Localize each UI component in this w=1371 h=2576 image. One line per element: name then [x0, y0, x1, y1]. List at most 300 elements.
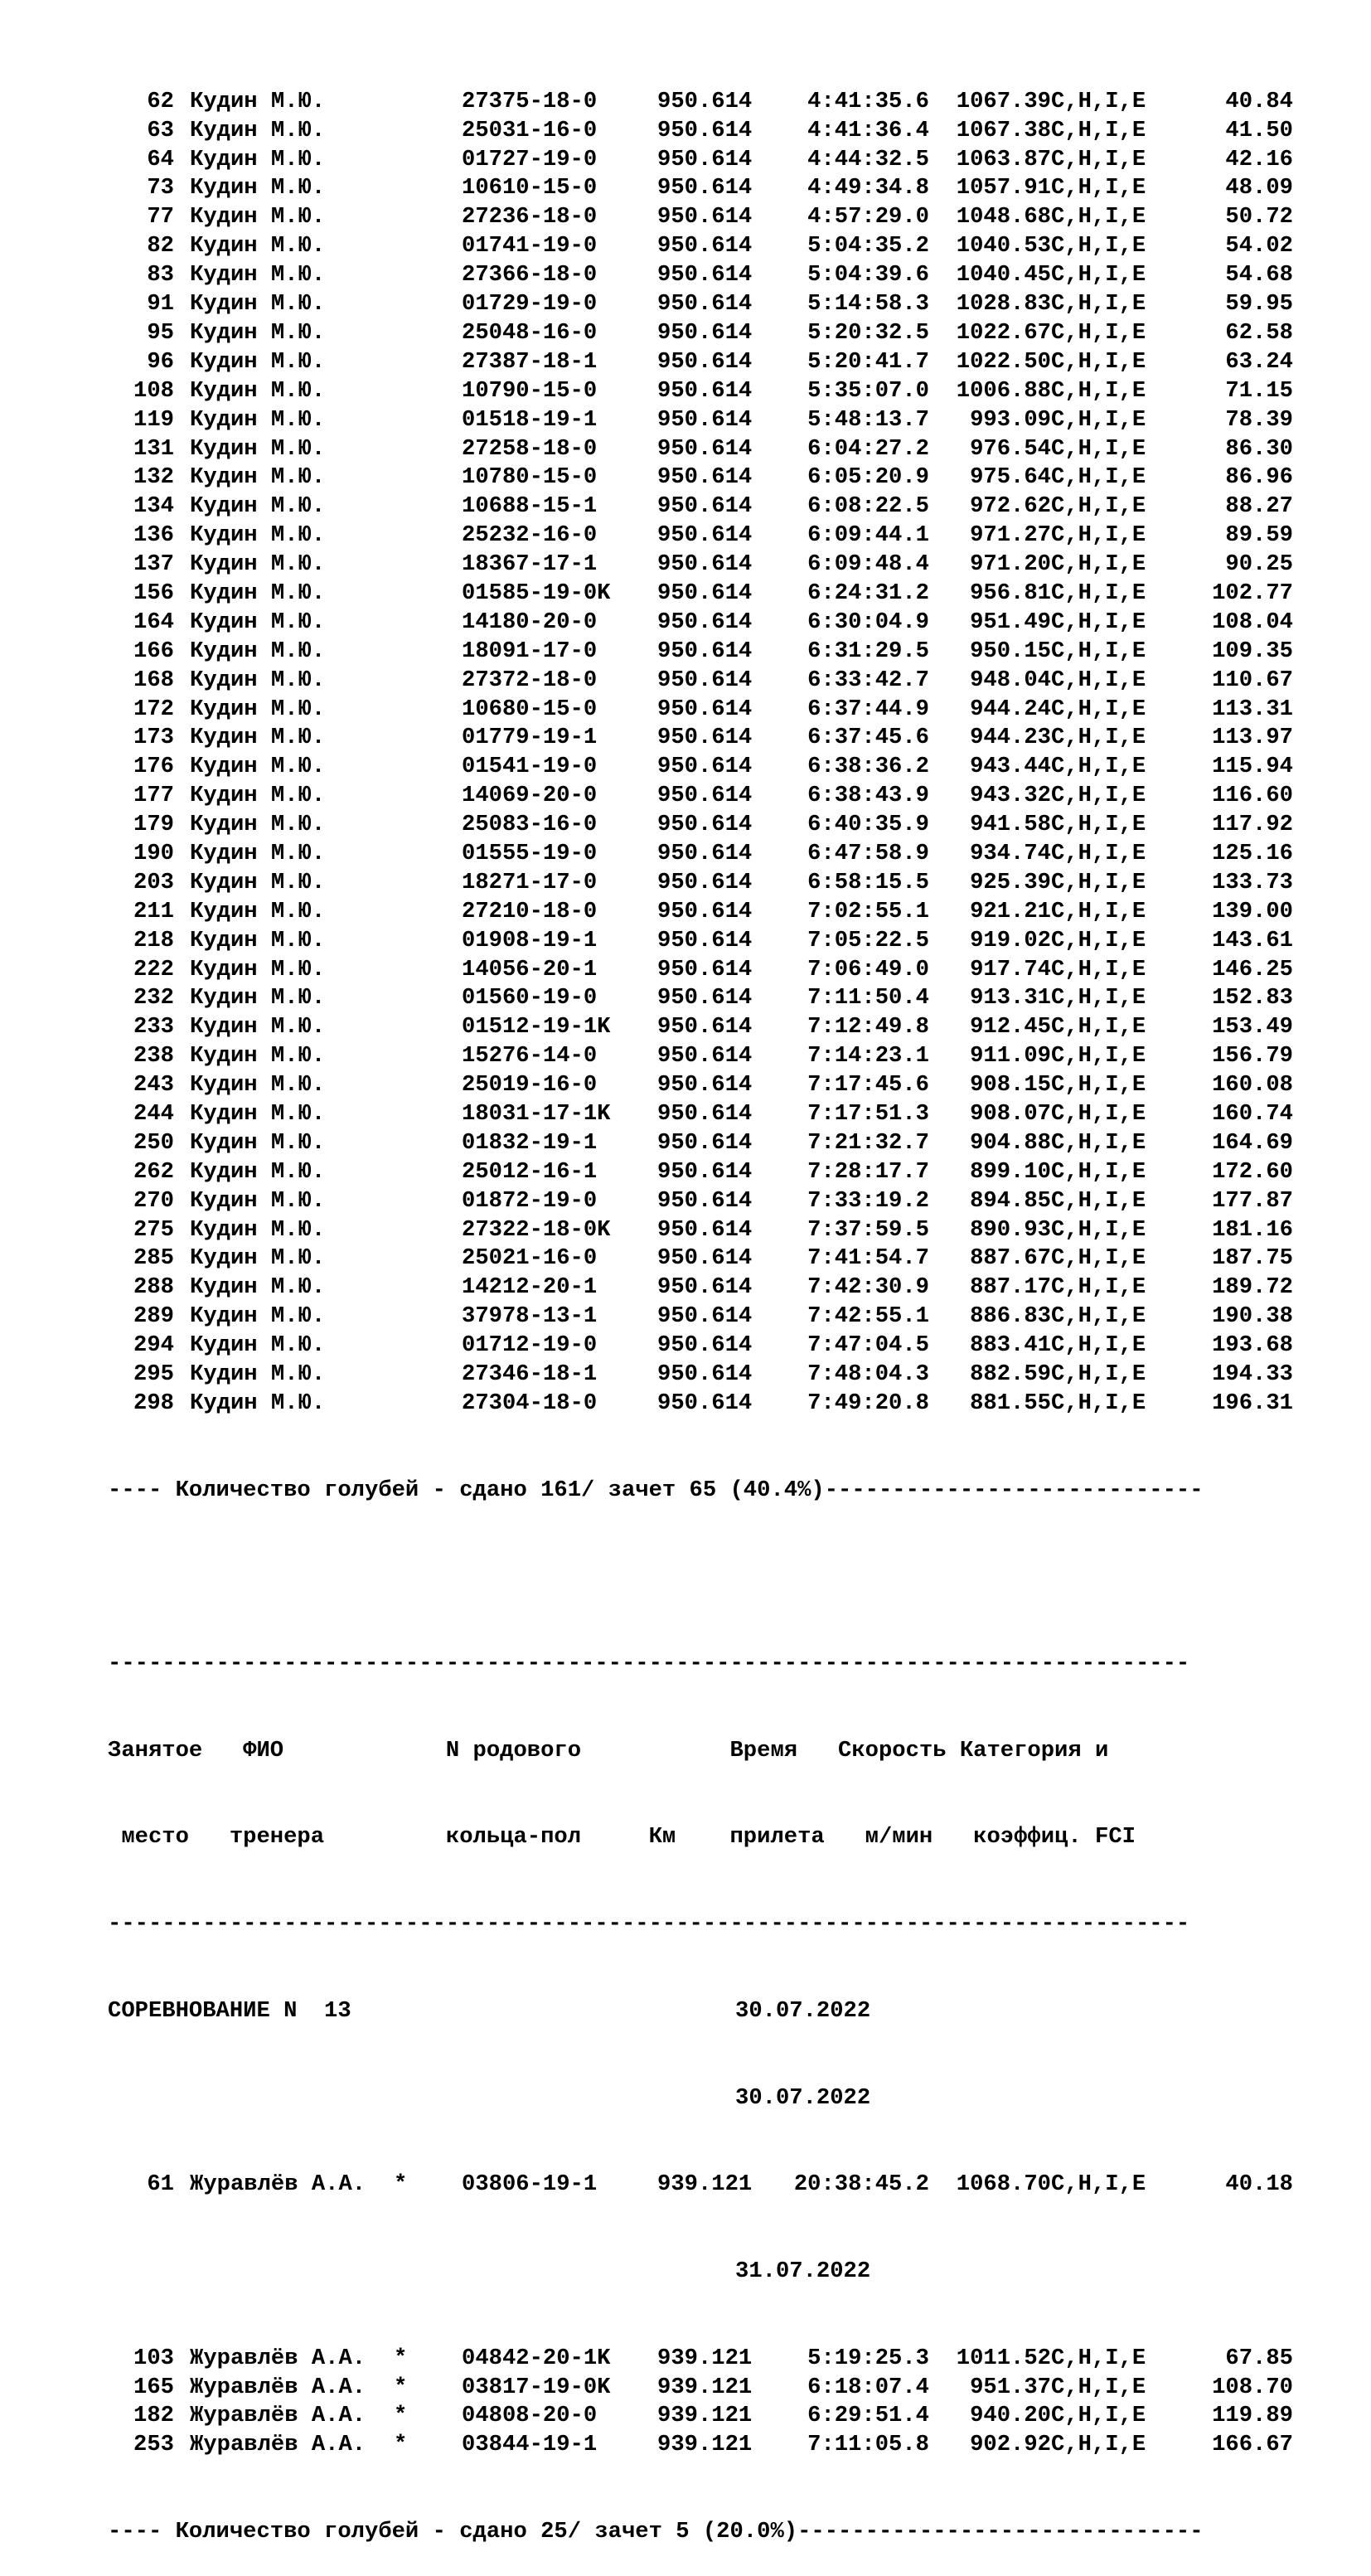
name-cell	[190, 667, 462, 696]
coefficient-cell: 88.27	[1225, 493, 1293, 520]
name-cell	[190, 1158, 462, 1187]
name-cell	[190, 1129, 462, 1158]
category-cell: C,H,I,E	[1051, 319, 1146, 346]
category-cell: C,H,I,E	[1051, 146, 1146, 172]
distance-cell: 939.121	[657, 2374, 753, 2400]
distance-cell: 939.121	[657, 2345, 753, 2371]
place-cell: 232	[133, 985, 174, 1011]
distance-cell: 950.614	[657, 319, 753, 346]
name-cell	[190, 203, 462, 232]
coefficient-cell: 125.16	[1212, 840, 1293, 866]
speed-cell: 921.21	[970, 898, 1051, 924]
name-cell	[190, 1390, 462, 1419]
category-cell: C,H,I,E	[1051, 783, 1146, 809]
distance-cell: 950.614	[657, 117, 753, 143]
arrival-time-cell: 5:20:41.7	[807, 348, 929, 375]
ring-cell: 27372-18-0	[462, 667, 598, 693]
arrival-time-cell: 6:37:44.9	[807, 696, 929, 722]
ring-cell: 01872-19-0	[462, 1187, 598, 1214]
name-cell	[190, 840, 462, 869]
ring-cell: 27322-18-0K	[462, 1216, 611, 1243]
coefficient-cell: 172.60	[1212, 1158, 1293, 1185]
coefficient-cell: 196.31	[1212, 1390, 1293, 1416]
name-cell	[190, 956, 462, 985]
name-cell	[190, 522, 462, 551]
coefficient-cell: 160.08	[1212, 1072, 1293, 1099]
name-cell	[190, 492, 462, 522]
category-cell: C,H,I,E	[1051, 2432, 1146, 2458]
place-cell: 64	[147, 146, 174, 172]
star-mark: *	[394, 2374, 408, 2400]
coefficient-cell: 110.67	[1212, 667, 1293, 693]
ring-cell: 03817-19-0K	[462, 2374, 611, 2400]
separator-line: --------------------------------------------------------------------------------	[108, 1651, 1190, 1676]
ring-cell: 25232-16-0	[462, 522, 598, 549]
trainer-name: Кудин М.Ю.	[190, 667, 326, 693]
distance-cell: 939.121	[657, 2432, 753, 2458]
arrival-time-cell: 6:05:20.9	[807, 464, 929, 491]
result-row	[108, 117, 1293, 146]
result-row	[108, 753, 1293, 782]
distance-cell: 950.614	[657, 377, 753, 404]
place-cell: 173	[133, 725, 174, 751]
distance-cell: 950.614	[657, 609, 753, 635]
trainer-name: Кудин М.Ю.	[190, 1129, 326, 1156]
category-cell: C,H,I,E	[1051, 175, 1146, 201]
category-cell: C,H,I,E	[1051, 233, 1146, 260]
day-date-2: 31.07.2022	[735, 2258, 871, 2284]
coefficient-cell: 59.95	[1225, 291, 1293, 318]
speed-cell: 899.10	[970, 1158, 1051, 1185]
summary-text: ---- Количество голубей - сдано 25/ зачет 5 (20.0%)------------------------------	[108, 2519, 1204, 2544]
result-row	[108, 1244, 1293, 1273]
name-cell	[190, 1187, 462, 1216]
result-row	[108, 927, 1293, 956]
header-separator-bottom	[108, 1910, 1293, 1939]
trainer-name: Кудин М.Ю.	[190, 580, 326, 606]
ring-cell: 37978-13-1	[462, 1303, 598, 1330]
coefficient-cell: 86.96	[1225, 464, 1293, 491]
trainer-name: Кудин М.Ю.	[190, 1332, 326, 1359]
speed-cell: 1011.52	[956, 2345, 1051, 2371]
arrival-time-cell: 6:30:04.9	[807, 609, 929, 635]
ring-cell: 04842-20-1K	[462, 2345, 611, 2371]
ring-cell: 01555-19-0	[462, 840, 598, 866]
arrival-time-cell: 7:17:45.6	[807, 1072, 929, 1099]
result-row	[108, 522, 1293, 551]
speed-cell: 1048.68	[956, 204, 1051, 230]
name-cell	[190, 724, 462, 753]
arrival-time-cell: 5:14:58.3	[807, 291, 929, 318]
place-cell: 132	[133, 464, 174, 491]
speed-cell: 883.41	[970, 1332, 1051, 1359]
coefficient-cell: 54.02	[1225, 233, 1293, 260]
ring-cell: 18031-17-1K	[462, 1100, 611, 1127]
ring-cell: 27366-18-0	[462, 262, 598, 289]
coefficient-cell: 90.25	[1225, 551, 1293, 578]
ring-cell: 15276-14-0	[462, 1043, 598, 1070]
trainer-name: Кудин М.Ю.	[190, 348, 326, 375]
ring-cell: 10680-15-0	[462, 696, 598, 722]
competition-title-line	[108, 1997, 1293, 2026]
speed-cell: 894.85	[970, 1187, 1051, 1214]
speed-cell: 919.02	[970, 927, 1051, 953]
ring-cell: 01908-19-1	[462, 927, 598, 953]
ring-cell: 10790-15-0	[462, 377, 598, 404]
speed-cell: 913.31	[970, 985, 1051, 1011]
arrival-time-cell: 5:19:25.3	[807, 2345, 929, 2371]
arrival-time-cell: 7:12:49.8	[807, 1014, 929, 1041]
trainer-name: Кудин М.Ю.	[190, 319, 326, 346]
distance-cell: 939.121	[657, 2171, 753, 2198]
speed-cell: 976.54	[970, 435, 1051, 462]
star-mark: *	[394, 2345, 408, 2371]
place-cell: 172	[133, 696, 174, 722]
coefficient-cell: 109.35	[1212, 638, 1293, 664]
speed-cell: 944.23	[970, 725, 1051, 751]
result-row	[108, 1013, 1293, 1042]
ring-cell: 27375-18-0	[462, 88, 598, 114]
name-cell	[190, 435, 462, 464]
arrival-time-cell: 6:09:48.4	[807, 551, 929, 578]
name-cell	[190, 580, 462, 609]
ring-cell: 27387-18-1	[462, 348, 598, 375]
category-cell: C,H,I,E	[1051, 638, 1146, 664]
ring-cell: 18367-17-1	[462, 551, 598, 578]
ring-cell: 01729-19-0	[462, 291, 598, 318]
trainer-name: Кудин М.Ю.	[190, 696, 326, 722]
distance-cell: 950.614	[657, 1332, 753, 1359]
place-cell: 103	[133, 2345, 174, 2371]
distance-cell: 950.614	[657, 406, 753, 433]
trainer-name: Кудин М.Ю.	[190, 522, 326, 549]
trainer-name: Кудин М.Ю.	[190, 262, 326, 289]
trainer-name: Журавлёв А.А.	[190, 2403, 366, 2429]
date-line-1	[108, 2084, 1293, 2113]
speed-cell: 1022.67	[956, 319, 1051, 346]
coefficient-cell: 62.58	[1225, 319, 1293, 346]
speed-cell: 1040.45	[956, 262, 1051, 289]
arrival-time-cell: 4:41:36.4	[807, 117, 929, 143]
result-row	[108, 2431, 1293, 2460]
category-cell: C,H,I,E	[1051, 725, 1146, 751]
category-cell: C,H,I,E	[1051, 1245, 1146, 1272]
speed-cell: 940.20	[970, 2403, 1051, 2429]
arrival-time-cell: 5:35:07.0	[807, 377, 929, 404]
name-cell	[190, 1100, 462, 1129]
distance-cell: 950.614	[657, 927, 753, 953]
place-cell: 95	[147, 319, 174, 346]
category-cell: C,H,I,E	[1051, 204, 1146, 230]
place-cell: 165	[133, 2374, 174, 2400]
place-cell: 253	[133, 2432, 174, 2458]
name-cell	[190, 984, 462, 1013]
trainer-name: Кудин М.Ю.	[190, 204, 326, 230]
coefficient-cell: 54.68	[1225, 262, 1293, 289]
distance-cell: 950.614	[657, 1361, 753, 1387]
distance-cell: 950.614	[657, 725, 753, 751]
category-cell: C,H,I,E	[1051, 754, 1146, 780]
coefficient-cell: 116.60	[1212, 783, 1293, 809]
header-text-1: Занятое ФИО N родового Время Скорость Категория и	[108, 1737, 1109, 1763]
separator-line: --------------------------------------------------------------------------------	[108, 1911, 1190, 1938]
ring-cell: 10780-15-0	[462, 464, 598, 491]
category-cell: C,H,I,E	[1051, 291, 1146, 318]
place-cell: 289	[133, 1303, 174, 1330]
name-cell	[190, 319, 462, 348]
arrival-time-cell: 6:09:44.1	[807, 522, 929, 549]
place-cell: 298	[133, 1390, 174, 1416]
speed-cell: 925.39	[970, 869, 1051, 895]
category-cell: C,H,I,E	[1051, 1014, 1146, 1041]
coefficient-cell: 119.89	[1212, 2403, 1293, 2429]
coefficient-cell: 78.39	[1225, 406, 1293, 433]
result-row	[108, 1187, 1293, 1216]
category-cell: C,H,I,E	[1051, 696, 1146, 722]
coefficient-cell: 48.09	[1225, 175, 1293, 201]
header-text-2: место тренера кольца-пол Км прилета м/мин коэффиц. FCI	[108, 1824, 1136, 1851]
trainer-name: Кудин М.Ю.	[190, 985, 326, 1011]
trainer-name: Журавлёв А.А.	[190, 2171, 366, 2198]
distance-cell: 950.614	[657, 638, 753, 664]
ring-cell: 01779-19-1	[462, 725, 598, 751]
coefficient-cell: 89.59	[1225, 522, 1293, 549]
distance-cell: 950.614	[657, 840, 753, 866]
trainer-name: Кудин М.Ю.	[190, 233, 326, 260]
result-row	[108, 667, 1293, 696]
arrival-time-cell: 5:48:13.7	[807, 406, 929, 433]
category-cell: C,H,I,E	[1051, 1332, 1146, 1359]
place-cell: 63	[147, 117, 174, 143]
speed-cell: 890.93	[970, 1216, 1051, 1243]
arrival-time-cell: 20:38:45.2	[793, 2171, 929, 2198]
place-cell: 190	[133, 840, 174, 866]
arrival-time-cell: 7:47:04.5	[807, 1332, 929, 1359]
trainer-name: Кудин М.Ю.	[190, 725, 326, 751]
ring-cell: 01585-19-0K	[462, 580, 611, 606]
trainer-name: Кудин М.Ю.	[190, 1187, 326, 1214]
arrival-time-cell: 6:47:58.9	[807, 840, 929, 866]
place-cell: 275	[133, 1216, 174, 1243]
ring-cell: 18271-17-0	[462, 869, 598, 895]
ring-cell: 10610-15-0	[462, 175, 598, 201]
coefficient-cell: 190.38	[1212, 1303, 1293, 1330]
speed-cell: 1067.38	[956, 117, 1051, 143]
distance-cell: 950.614	[657, 1043, 753, 1070]
category-cell: C,H,I,E	[1051, 985, 1146, 1011]
arrival-time-cell: 6:38:36.2	[807, 754, 929, 780]
name-cell	[190, 463, 462, 492]
table-header-line-1	[108, 1737, 1293, 1766]
result-row	[108, 319, 1293, 348]
category-cell: C,H,I,E	[1051, 1274, 1146, 1301]
name-cell	[190, 2345, 462, 2374]
result-row	[108, 2402, 1293, 2431]
distance-cell: 950.614	[657, 667, 753, 693]
ring-cell: 01727-19-0	[462, 146, 598, 172]
arrival-time-cell: 4:44:32.5	[807, 146, 929, 172]
result-row	[108, 174, 1293, 203]
result-row	[108, 290, 1293, 319]
name-cell	[190, 551, 462, 580]
trainer-name: Кудин М.Ю.	[190, 117, 326, 143]
competition-title: СОРЕВНОВАНИЕ N 13	[108, 1997, 351, 2024]
distance-cell: 950.614	[657, 869, 753, 895]
place-cell: 294	[133, 1332, 174, 1359]
name-cell	[190, 117, 462, 146]
name-cell	[190, 2171, 462, 2200]
result-row	[108, 435, 1293, 464]
name-cell	[190, 869, 462, 898]
category-cell: C,H,I,E	[1051, 2345, 1146, 2371]
place-cell: 211	[133, 898, 174, 924]
distance-cell: 950.614	[657, 175, 753, 201]
name-cell	[190, 261, 462, 290]
distance-cell: 950.614	[657, 1303, 753, 1330]
name-cell	[190, 1244, 462, 1273]
coefficient-cell: 113.31	[1212, 696, 1293, 722]
ring-cell: 14056-20-1	[462, 956, 598, 982]
category-cell: C,H,I,E	[1051, 840, 1146, 866]
ring-cell: 27258-18-0	[462, 435, 598, 462]
name-cell	[190, 927, 462, 956]
arrival-time-cell: 7:02:55.1	[807, 898, 929, 924]
place-cell: 131	[133, 435, 174, 462]
ring-cell: 03844-19-1	[462, 2432, 598, 2458]
coefficient-cell: 133.73	[1212, 869, 1293, 895]
trainer-name: Кудин М.Ю.	[190, 1100, 326, 1127]
trainer-name: Кудин М.Ю.	[190, 1072, 326, 1099]
name-cell	[190, 2431, 462, 2460]
name-cell	[190, 290, 462, 319]
speed-cell: 944.24	[970, 696, 1051, 722]
distance-cell: 950.614	[657, 1390, 753, 1416]
category-cell: C,H,I,E	[1051, 956, 1146, 982]
star-mark: *	[394, 2171, 408, 2198]
category-cell: C,H,I,E	[1051, 522, 1146, 549]
category-cell: C,H,I,E	[1051, 435, 1146, 462]
result-row	[108, 203, 1293, 232]
coefficient-cell: 63.24	[1225, 348, 1293, 375]
name-cell	[190, 232, 462, 261]
coefficient-cell: 67.85	[1225, 2345, 1293, 2371]
place-cell: 177	[133, 783, 174, 809]
distance-cell: 950.614	[657, 812, 753, 838]
result-row	[108, 1303, 1293, 1332]
arrival-time-cell: 7:33:19.2	[807, 1187, 929, 1214]
ring-cell: 14212-20-1	[462, 1274, 598, 1301]
result-row	[108, 609, 1293, 638]
result-row	[108, 1361, 1293, 1390]
category-cell: C,H,I,E	[1051, 348, 1146, 375]
name-cell	[190, 1013, 462, 1042]
arrival-time-cell: 4:49:34.8	[807, 175, 929, 201]
speed-cell: 904.88	[970, 1129, 1051, 1156]
ring-cell: 25031-16-0	[462, 117, 598, 143]
speed-cell: 934.74	[970, 840, 1051, 866]
place-cell: 119	[133, 406, 174, 433]
ring-cell: 03806-19-1	[462, 2171, 598, 2198]
place-cell: 179	[133, 812, 174, 838]
arrival-time-cell: 6:24:31.2	[807, 580, 929, 606]
place-cell: 83	[147, 262, 174, 289]
coefficient-cell: 156.79	[1212, 1043, 1293, 1070]
category-cell: C,H,I,E	[1051, 609, 1146, 635]
trainer-name: Кудин М.Ю.	[190, 609, 326, 635]
distance-cell: 939.121	[657, 2403, 753, 2429]
place-cell: 233	[133, 1014, 174, 1041]
result-row	[108, 869, 1293, 898]
distance-cell: 950.614	[657, 464, 753, 491]
arrival-time-cell: 7:17:51.3	[807, 1100, 929, 1127]
result-row	[108, 984, 1293, 1013]
place-cell: 136	[133, 522, 174, 549]
name-cell	[190, 174, 462, 203]
speed-cell: 948.04	[970, 667, 1051, 693]
result-row	[108, 1332, 1293, 1361]
ring-cell: 01541-19-0	[462, 754, 598, 780]
result-row	[108, 580, 1293, 609]
name-cell	[190, 638, 462, 667]
arrival-time-cell: 4:41:35.6	[807, 88, 929, 114]
result-row	[108, 2374, 1293, 2403]
coefficient-cell: 42.16	[1225, 146, 1293, 172]
distance-cell: 950.614	[657, 291, 753, 318]
name-cell	[190, 1071, 462, 1100]
ring-cell: 27346-18-1	[462, 1361, 598, 1387]
result-row	[108, 1216, 1293, 1245]
place-cell: 61	[147, 2171, 174, 2198]
speed-cell: 887.17	[970, 1274, 1051, 1301]
result-row	[108, 1158, 1293, 1187]
name-cell	[190, 2374, 462, 2403]
ring-cell: 25019-16-0	[462, 1072, 598, 1099]
speed-cell: 882.59	[970, 1361, 1051, 1387]
trainer-name: Кудин М.Ю.	[190, 812, 326, 838]
speed-cell: 886.83	[970, 1303, 1051, 1330]
place-cell: 108	[133, 377, 174, 404]
distance-cell: 950.614	[657, 1187, 753, 1214]
distance-cell: 950.614	[657, 783, 753, 809]
coefficient-cell: 146.25	[1212, 956, 1293, 982]
trainer-name: Кудин М.Ю.	[190, 1390, 326, 1416]
coefficient-cell: 177.87	[1212, 1187, 1293, 1214]
result-row	[108, 1129, 1293, 1158]
category-cell: C,H,I,E	[1051, 1158, 1146, 1185]
trainer-name: Кудин М.Ю.	[190, 1245, 326, 1272]
place-cell: 168	[133, 667, 174, 693]
distance-cell: 950.614	[657, 1158, 753, 1185]
ring-cell: 18091-17-0	[462, 638, 598, 664]
trainer-name: Кудин М.Ю.	[190, 1361, 326, 1387]
trainer-name: Кудин М.Ю.	[190, 175, 326, 201]
summary-text: ---- Количество голубей - сдано 161/ зачет 65 (40.4%)----------------------------	[108, 1477, 1204, 1503]
distance-cell: 950.614	[657, 522, 753, 549]
distance-cell: 950.614	[657, 435, 753, 462]
arrival-time-cell: 7:11:50.4	[807, 985, 929, 1011]
coefficient-cell: 108.70	[1212, 2374, 1293, 2400]
speed-cell: 951.37	[970, 2374, 1051, 2400]
distance-cell: 950.614	[657, 1274, 753, 1301]
place-cell: 288	[133, 1274, 174, 1301]
coefficient-cell: 86.30	[1225, 435, 1293, 462]
category-cell: C,H,I,E	[1051, 2374, 1146, 2400]
trainer-name: Кудин М.Ю.	[190, 1274, 326, 1301]
category-cell: C,H,I,E	[1051, 812, 1146, 838]
category-cell: C,H,I,E	[1051, 2171, 1146, 2198]
category-cell: C,H,I,E	[1051, 1216, 1146, 1243]
speed-cell: 950.15	[970, 638, 1051, 664]
